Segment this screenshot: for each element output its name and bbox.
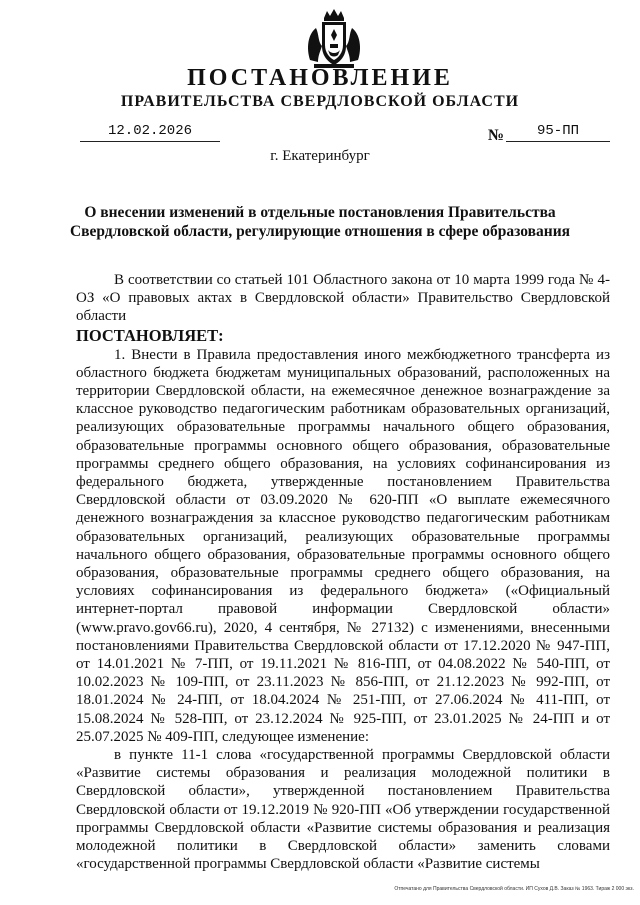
city: г. Екатеринбург [270, 148, 370, 164]
print-footer-note: Отпечатано для Правительства Свердловской области. ИП Сухов Д.В. Заказ № 1963. Тираж 2 000 экз. [394, 886, 634, 892]
document-body [76, 271, 610, 874]
item-1-paragraph: 1. Внести в Правила предоставления иного межбюджетного трансферта из областного бюджета бюджетам муниципальных образований, расположенных на территории Свердловской области, на ежемесячное денежное вознаграждение за классное руководство педагогическим работникам образовательных организаций, реализующих образовательные программы начального общего образования, образовательные программы основного общего образования, образовательные программы среднего общего образования, на условиях софинансирования из федерального бюджета, утвержденные постановлением Правительства Свердловской области от 03.09.2020 № 620-ПП «О выплате ежемесячного денежного вознаграждения за классное руководство педагогическим работникам образовательных организаций, реализующих образовательные программы начального общего образования, образовательные программы основного общего образования, образовательные программы среднего общего образования, на условиях софинансирования из федерального бюджета» («Официальный интернет-портал правовой информации Свердловской области» (www.pravo.gov66.ru), 2020, 4 сентября, № 27132) с изменениями, внесенными постановлениями Правительства Свердловской области от 17.12.2020 № 947-ПП, от 14.01.2021 № 7-ПП, от 19.11.2021 № 816-ПП, от 04.08.2022 № 540-ПП, от 10.02.2023 № 109-ПП, от 23.11.2023 № 856-ПП, от 21.12.2023 № 992-ПП, от 18.01.2024 № 24-ПП, от 18.04.2024 № 251-ПП, от 27.06.2024 № 411-ПП, от 15.08.2024 № 528-ПП, от 23.12.2024 № 925-ПП, от 23.01.2025 № 24-ПП и от 25.07.2025 № 409-ПП, следующее изменение: [76, 346, 610, 745]
resolves-heading: ПОСТАНОВЛЯЕТ: [76, 325, 224, 345]
document-date: 12.02.2026 [80, 121, 220, 142]
item-1-change-paragraph: в пункте 11-1 слова «государственной программы Свердловской области «Развитие системы образования и реализация молодежной политики в Свердловской области», утвержденной постановлением Правительства Свердловской области от 19.12.2019 № 920-ПП «Об утверждении государственной программы Свердловской области «Развитие системы образования и реализация молодежной политики в Свердловской области» заменить словами «государственной программы Свердловской области «Развитие системы [76, 747, 610, 873]
preamble-paragraph: В соответствии со статьей 101 Областного закона от 10 марта 1999 года № 4-ОЗ «О правовых актах в Свердловской области» Правительство Свердловской области [76, 272, 610, 325]
coat-of-arms-icon [304, 8, 364, 72]
document-number: 95-ПП [506, 121, 610, 142]
issuing-authority: ПРАВИТЕЛЬСТВА СВЕРДЛОВСКОЙ ОБЛАСТИ [120, 93, 520, 110]
number-sign: № [488, 127, 505, 144]
document-subject: О внесении изменений в отдельные постановления Правительства Свердловской области, регулирующие отношения в сфере образования [69, 204, 571, 240]
document-type-title: ПОСТАНОВЛЕНИЕ [187, 65, 453, 91]
